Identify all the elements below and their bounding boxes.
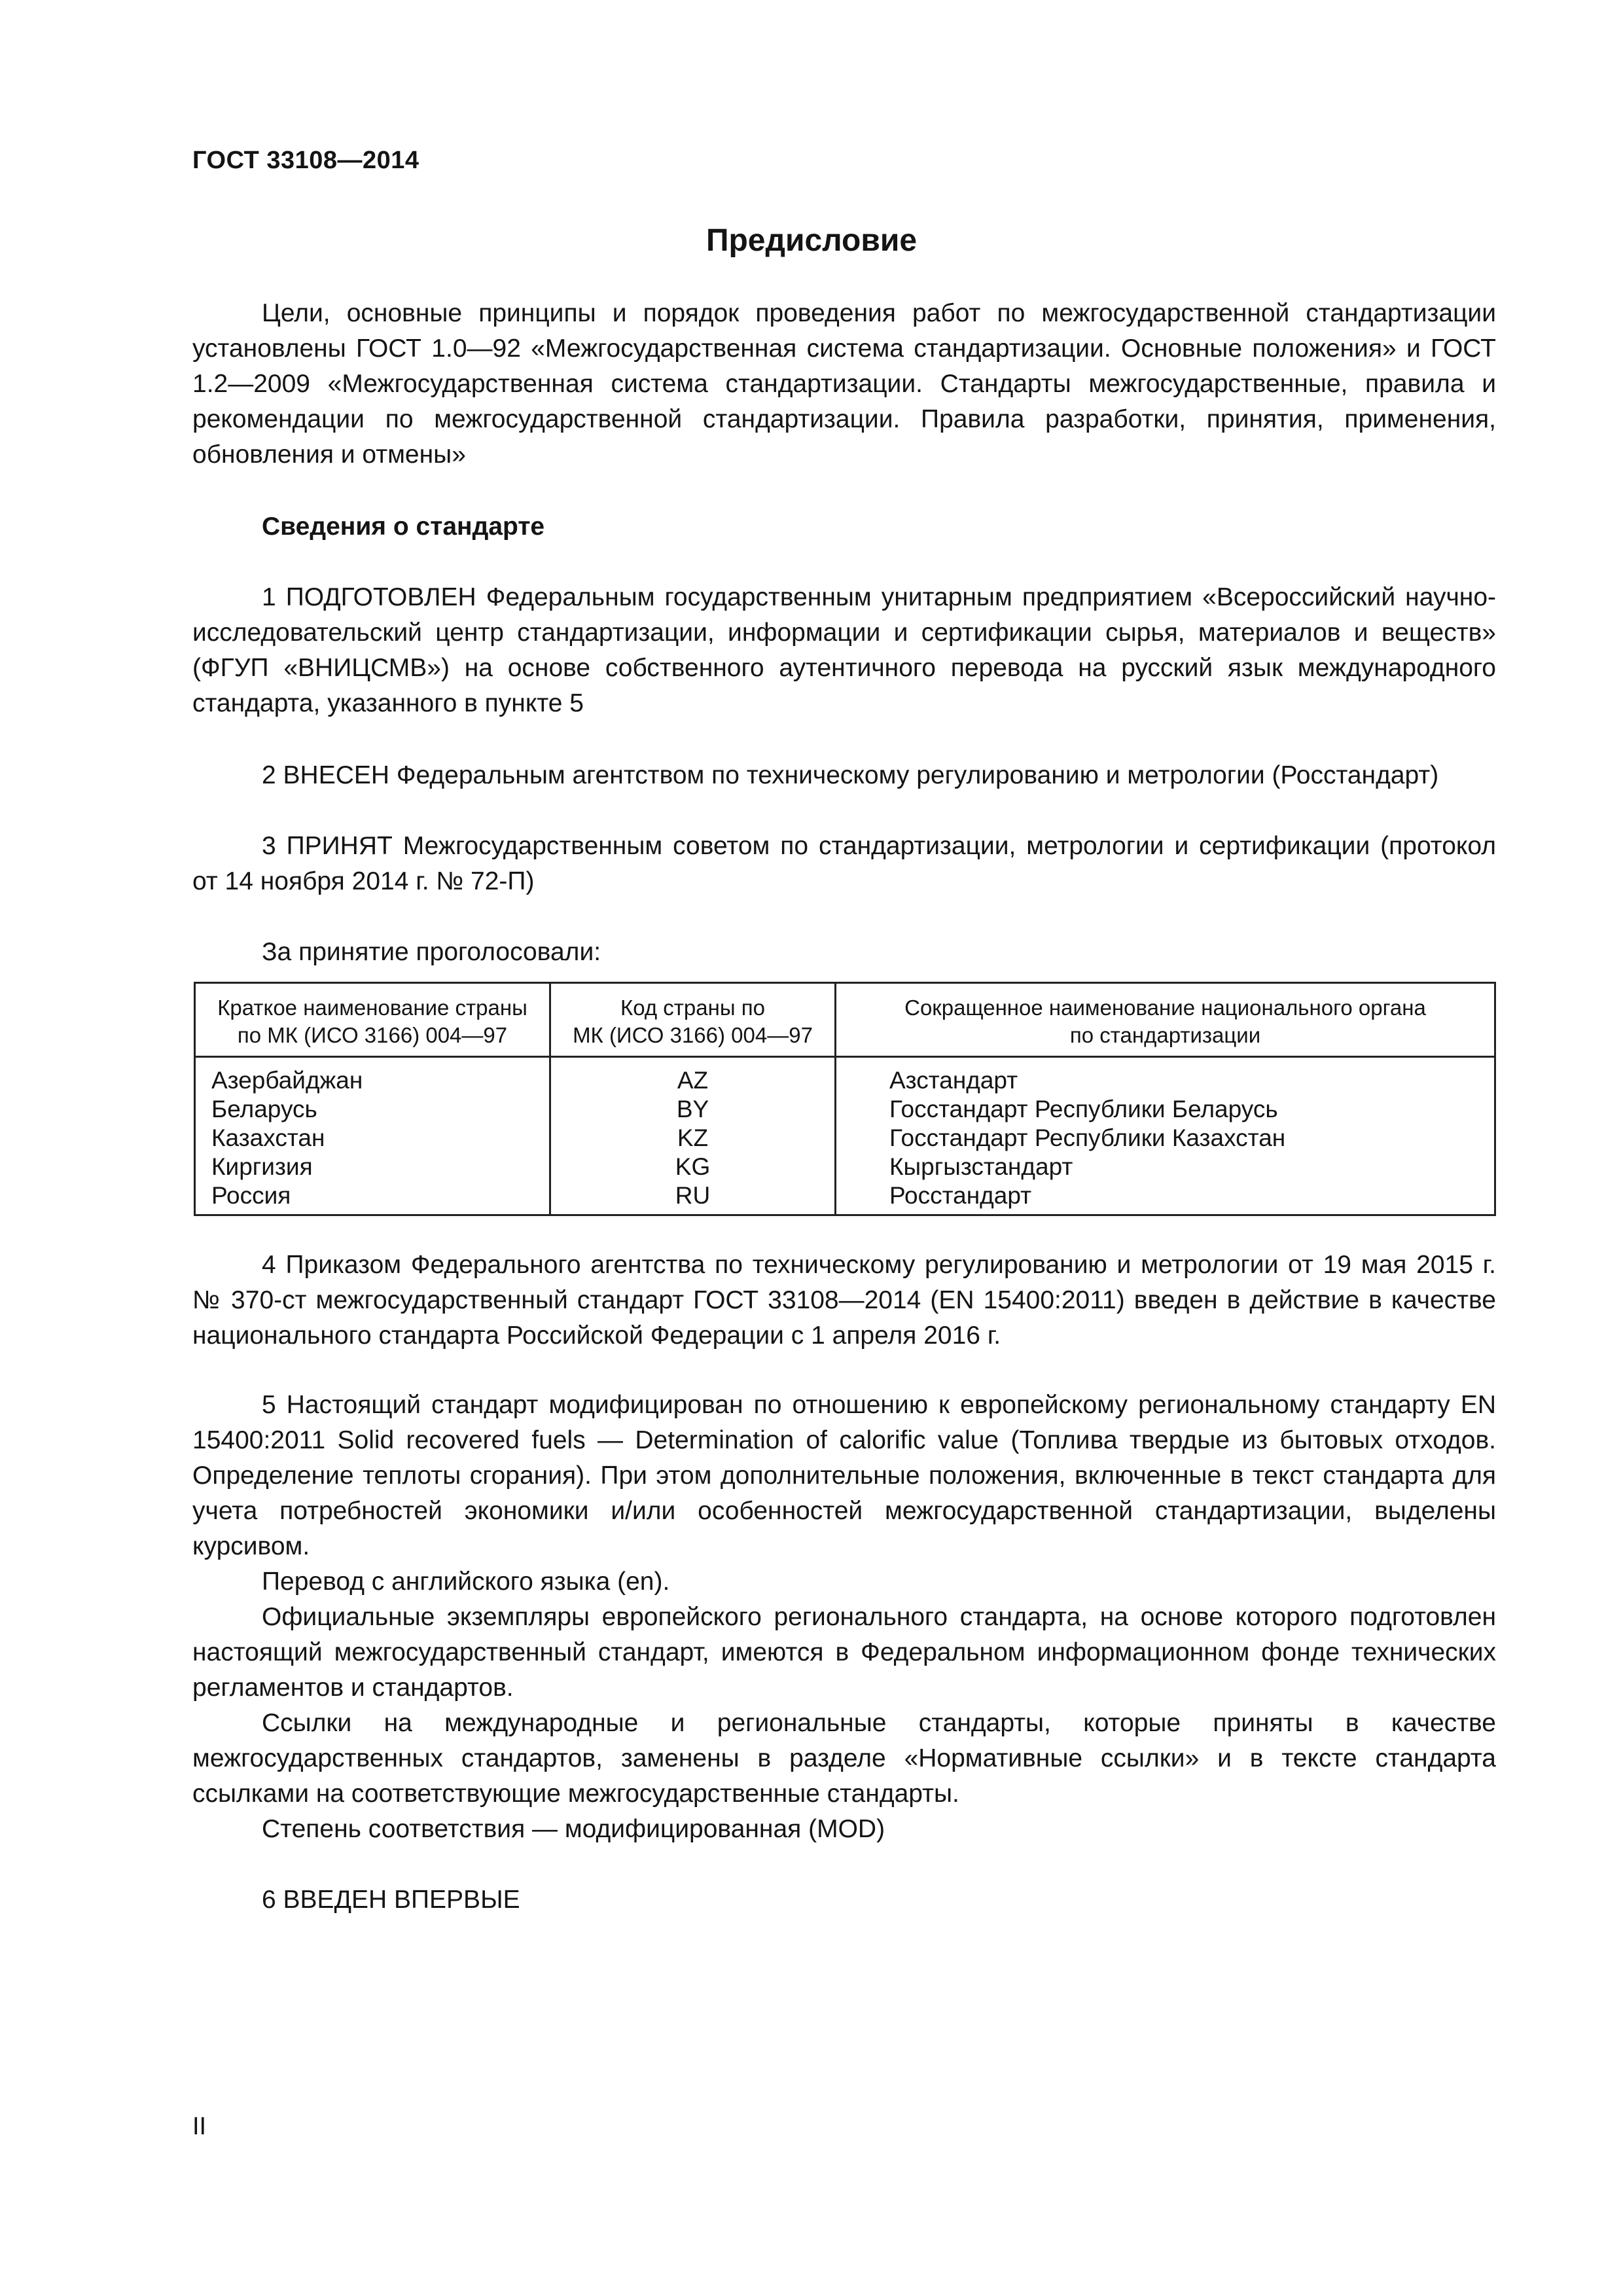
page-title: Предисловие bbox=[705, 223, 918, 258]
intro-paragraph: Цели, основные принципы и порядок проведения работ по межгосударственной стандартизации установлены ГОСТ 1.0—92 «Межгосударственная система стандартизации. Основные положения» и ГОСТ 1.2—2009 «Межгосударственная система стандартизации. Стандарты межгосударственные, правила и рекомендации по межгосударственной стандартизации. Правила разработки, принятия, применения, обновления и отмены» bbox=[192, 299, 1496, 469]
item-6-first-introduced: 6 ВВЕДЕН ВПЕРВЫЕ bbox=[262, 1886, 520, 1914]
item-5-modified: 5 Настоящий стандарт модифицирован по отношению к европейскому региональному стандарту EN 15400:2011 Solid recovered fuels — Determination of calorific value (Топлива твердые из бытовых отходов. Определение теплоты сгорания). При этом дополнительные положения, включенные в текст стандарта для учета потребностей экономики и/или особенностей межгосударственной стандартизации, выделены курсивом. bbox=[192, 1391, 1496, 1560]
item-5-references: Ссылки на международные и региональные стандарты, которые приняты в качестве межгосударственных стандартов, заменены в разделе «Нормативные ссылки» и в тексте стандарта ссылками на соответствующие межгосударственные стандарты. bbox=[192, 1709, 1496, 1808]
table-cell: Азербайджан bbox=[211, 1067, 363, 1094]
table-header-body: Сокращенное наименование национального органа по стандартизации bbox=[904, 996, 1426, 1047]
section-heading: Сведения о стандарте bbox=[262, 512, 545, 541]
table-cell: Кыргызстандарт bbox=[889, 1153, 1073, 1180]
table-cell: Казахстан bbox=[211, 1124, 325, 1151]
vote-label: За принятие проголосовали: bbox=[262, 938, 601, 966]
item-5-degree: Степень соответствия — модифицированная (MOD) bbox=[262, 1815, 885, 1843]
table-cell: AZ bbox=[677, 1067, 709, 1094]
item-3-adopted: 3 ПРИНЯТ Межгосударственным советом по стандартизации, метрологии и сертификации (протокол от 14 ноября 2014 г. № 72-П) bbox=[192, 832, 1496, 895]
table-cell: Росстандарт bbox=[889, 1182, 1032, 1209]
table-cell: KZ bbox=[677, 1124, 709, 1151]
standard-code: ГОСТ 33108—2014 bbox=[192, 147, 419, 174]
table-column-code bbox=[551, 1066, 834, 1210]
table-cell: Госстандарт Республики Беларусь bbox=[889, 1096, 1278, 1122]
table-column-body bbox=[889, 1066, 1285, 1210]
item-5-translation: Перевод с английского языка (en). bbox=[262, 1568, 670, 1596]
table-cell: Киргизия bbox=[211, 1153, 313, 1180]
table-header-divider bbox=[196, 1056, 1494, 1058]
table-cell: Госстандарт Республики Казахстан bbox=[889, 1124, 1286, 1151]
item-5-official-copies: Официальные экземпляры европейского регионального стандарта, на основе которого подготовлен настоящий межгосударственный стандарт, имеются в Федеральном информационном фонде технических регламентов и стандартов. bbox=[192, 1603, 1496, 1702]
page-number: II bbox=[192, 2113, 207, 2140]
voting-countries-table bbox=[194, 982, 1496, 1216]
table-header-code: Код страны по МК (ИСО 3166) 004—97 bbox=[573, 996, 813, 1047]
item-4-order: 4 Приказом Федерального агентства по техническому регулированию и метрологии от 19 мая 2015 г. № 370-ст межгосударственный стандарт ГОСТ 33108—2014 (EN 15400:2011) введен в действие в качестве национального стандарта Российской Федерации с 1 апреля 2016 г. bbox=[192, 1251, 1496, 1350]
table-cell: Россия bbox=[211, 1182, 291, 1209]
table-cell: Беларусь bbox=[211, 1096, 317, 1122]
table-header-country: Краткое наименование страны по МК (ИСО 3166) 004—97 bbox=[217, 996, 527, 1047]
table-cell: RU bbox=[675, 1182, 711, 1209]
table-cell: BY bbox=[676, 1096, 709, 1122]
table-cell: Азстандарт bbox=[889, 1067, 1018, 1094]
table-cell: KG bbox=[675, 1153, 711, 1180]
table-column-country bbox=[211, 1066, 363, 1210]
item-1-prepared: 1 ПОДГОТОВЛЕН Федеральным государственным унитарным предприятием «Всероссийский научно-исследовательский центр стандартизации, информации и сертификации сырья, материалов и веществ» (ФГУП «ВНИЦСМВ») на основе собственного аутентичного перевода на русский язык международного стандарта, указанного в пункте 5 bbox=[192, 583, 1496, 717]
item-2-introduced: 2 ВНЕСЕН Федеральным агентством по техническому регулированию и метрологии (Росстандарт) bbox=[262, 761, 1439, 789]
